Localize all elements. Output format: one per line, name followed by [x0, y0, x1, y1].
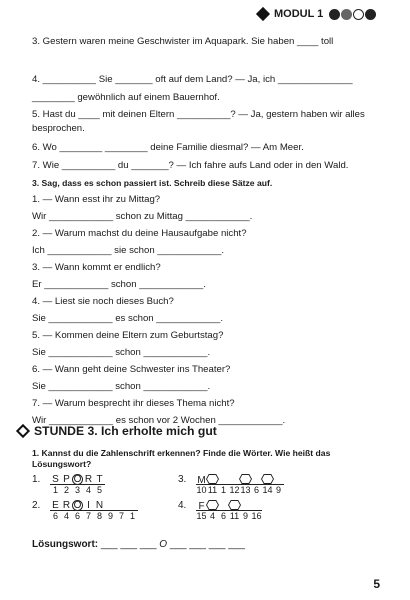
task1-title: 1. Kannst du die Zahlenschrift erkennen? Finde die Wörter. Wie heißt das Lösungswort? [32, 448, 331, 469]
puzzle-1 [32, 474, 172, 498]
progress-dots [329, 9, 376, 20]
exercise3-line: 1. — Wann esst ihr zu Mittag? [32, 194, 161, 205]
exercise2-line: besprochen. [32, 123, 85, 134]
puzzle-letter: R [62, 500, 71, 511]
progress-dot-icon [329, 9, 340, 20]
puzzle-letter: S [52, 474, 59, 485]
puzzle-2 [32, 500, 172, 524]
exercise3-line: 7. — Warum besprecht ihr dieses Thema nicht? [32, 398, 235, 409]
module-title: MODUL 1 [274, 8, 324, 20]
solution-word: Lösungswort: ___ ___ ___ O ___ ___ ___ ___ [32, 539, 245, 550]
puzzle-number: 2. [32, 500, 41, 511]
puzzle-letter: F [198, 501, 205, 512]
exercise2-line: 6. Wo ________ ________ deine Familie diesmal? — Am Meer. [32, 142, 304, 153]
section-heading [18, 424, 217, 438]
progress-dot-current-icon [353, 9, 364, 20]
puzzle-code-number: 3 [72, 484, 83, 495]
puzzle-number: 1. [32, 474, 41, 485]
puzzle-code [50, 484, 105, 495]
hexagon-icon [207, 474, 218, 484]
exercise2-line: 7. Wie __________ du _______? — Ich fahre aufs Land oder in den Wald. [32, 160, 349, 171]
puzzle-code-number: 11 [207, 485, 218, 495]
puzzle-code-number: 14 [262, 485, 273, 495]
puzzle-code-number: 7 [116, 510, 127, 521]
page-number: 5 [373, 577, 380, 591]
puzzle-letter: N [95, 500, 104, 511]
puzzle-4 [178, 500, 318, 524]
puzzle-code-number: 1 [218, 484, 229, 495]
puzzle-code [196, 484, 284, 495]
exercise3-line: Ich ____________ sie schon ____________. [32, 245, 225, 256]
exercise2-line: ________ gewöhnlich auf einem Bauernhof. [32, 92, 220, 103]
puzzle-letter: M [197, 475, 206, 486]
puzzle-code-number: 4 [207, 510, 218, 521]
puzzle-code [196, 510, 262, 521]
puzzle-code-number: 10 [196, 485, 207, 495]
puzzle-code-number: 6 [218, 510, 229, 521]
puzzle-code-number: 5 [94, 484, 105, 495]
puzzle-code-number: 11 [229, 511, 240, 521]
hexagon-icon [240, 474, 251, 484]
puzzle-code-number: 4 [61, 510, 72, 521]
puzzle-letter-circled: O [73, 500, 82, 511]
hexagon-icon [207, 500, 218, 510]
puzzle-code-number: 4 [83, 484, 94, 495]
puzzle-letter: R [84, 474, 93, 485]
puzzle-3 [178, 474, 318, 498]
puzzle-number: 3. [178, 474, 187, 485]
exercise3-title: 3. Sag, dass es schon passiert ist. Schreib diese Sätze auf. [32, 178, 273, 188]
exercise2-line: 5. Hast du ____ mit deinen Eltern __________? — Ja, gestern haben wir alles [32, 109, 365, 120]
exercise3-line: 4. — Liest sie noch dieses Buch? [32, 296, 174, 307]
exercise2-line: 4. __________ Sie _______ oft auf dem Land? — Ja, ich ______________ [32, 74, 353, 85]
exercise3-line: Er ____________ schon ____________. [32, 279, 206, 290]
exercise3-line: Sie ____________ schon ____________. [32, 347, 211, 358]
exercise3-line: Wir ____________ es schon vor 2 Wochen ____________. [32, 415, 286, 426]
puzzle-code-number: 6 [251, 484, 262, 495]
puzzle-code-number: 12 [229, 485, 240, 495]
puzzle-letter: E [52, 500, 59, 511]
puzzle-letter: I [87, 500, 90, 511]
progress-dot-icon [341, 9, 352, 20]
solution-letter: O [159, 539, 168, 550]
puzzle-number: 4. [178, 500, 187, 511]
exercise3-line: 6. — Wann geht deine Schwester ins Theater? [32, 364, 231, 375]
puzzle-code-number: 9 [105, 510, 116, 521]
exercise3-line: 5. — Kommen deine Eltern zum Geburtstag? [32, 330, 224, 341]
puzzle-code-number: 13 [240, 485, 251, 495]
puzzle-code [50, 510, 138, 521]
exercise3-line: Sie ____________ schon ____________. [32, 381, 211, 392]
module-header [258, 8, 376, 20]
puzzle-code-number: 16 [251, 511, 262, 521]
puzzle-code-number: 6 [72, 510, 83, 521]
puzzle-code-number: 6 [50, 510, 61, 521]
puzzle-letter: T [96, 474, 103, 485]
puzzle-code-number: 7 [83, 510, 94, 521]
puzzle-code-number: 8 [94, 510, 105, 521]
solution-label: Lösungswort: [32, 539, 99, 550]
puzzle-code-number: 1 [127, 510, 138, 521]
puzzle-code-number: 2 [61, 484, 72, 495]
puzzle-code-number: 9 [273, 484, 284, 495]
section-diamond-icon [16, 424, 30, 438]
exercise3-line: 2. — Warum machst du deine Hausaufgabe nicht? [32, 228, 247, 239]
hexagon-icon [229, 500, 240, 510]
puzzle-code-number: 1 [50, 484, 61, 495]
puzzle-letter: P [63, 474, 70, 485]
puzzle-code-number: 9 [240, 510, 251, 521]
progress-dot-icon [365, 9, 376, 20]
puzzle-letter-circled: O [73, 474, 82, 485]
exercise3-line: 3. — Wann kommt er endlich? [32, 262, 161, 273]
exercise3-line: Sie ____________ es schon ____________. [32, 313, 223, 324]
exercise3-line: Wir ____________ schon zu Mittag ____________. [32, 211, 253, 222]
puzzle-code-number: 15 [196, 511, 207, 521]
section-title: STUNDE 3. Ich erholte mich gut [34, 424, 217, 438]
hexagon-icon [262, 474, 273, 484]
exercise2-line: 3. Gestern waren meine Geschwister im Aquapark. Sie haben ____ toll [32, 36, 334, 47]
header-diamond-icon [256, 7, 270, 21]
